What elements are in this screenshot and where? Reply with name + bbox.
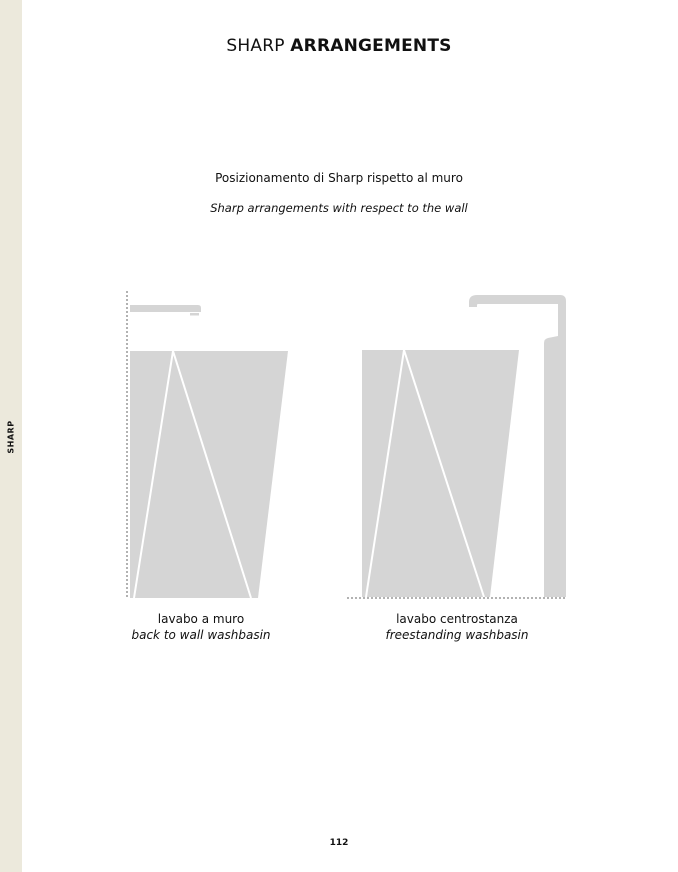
intro-italian: Posizionamento di Sharp rispetto al muro <box>215 171 463 185</box>
caption-back-to-wall-italian: lavabo a muro <box>157 612 245 626</box>
caption-freestanding <box>357 612 557 642</box>
freestanding-faucet-spout <box>469 295 566 336</box>
page-number: 112 <box>329 838 349 848</box>
wall-faucet-spout <box>190 313 199 316</box>
back-to-wall-figure <box>127 291 288 598</box>
page-title-bold: ARRANGEMENTS <box>290 36 452 56</box>
caption-back-to-wall-english: back to wall washbasin <box>131 628 271 642</box>
sidebar-label: SHARP <box>6 420 16 454</box>
freestanding-figure <box>347 295 566 598</box>
wall-faucet <box>130 305 201 312</box>
freestanding-faucet-column <box>544 336 566 597</box>
page-title-regular: SHARP <box>226 36 285 56</box>
intro-english: Sharp arrangements with respect to the wall <box>210 201 468 215</box>
caption-back-to-wall <box>101 612 301 642</box>
caption-freestanding-english: freestanding washbasin <box>385 628 529 642</box>
caption-freestanding-italian: lavabo centrostanza <box>396 612 518 626</box>
